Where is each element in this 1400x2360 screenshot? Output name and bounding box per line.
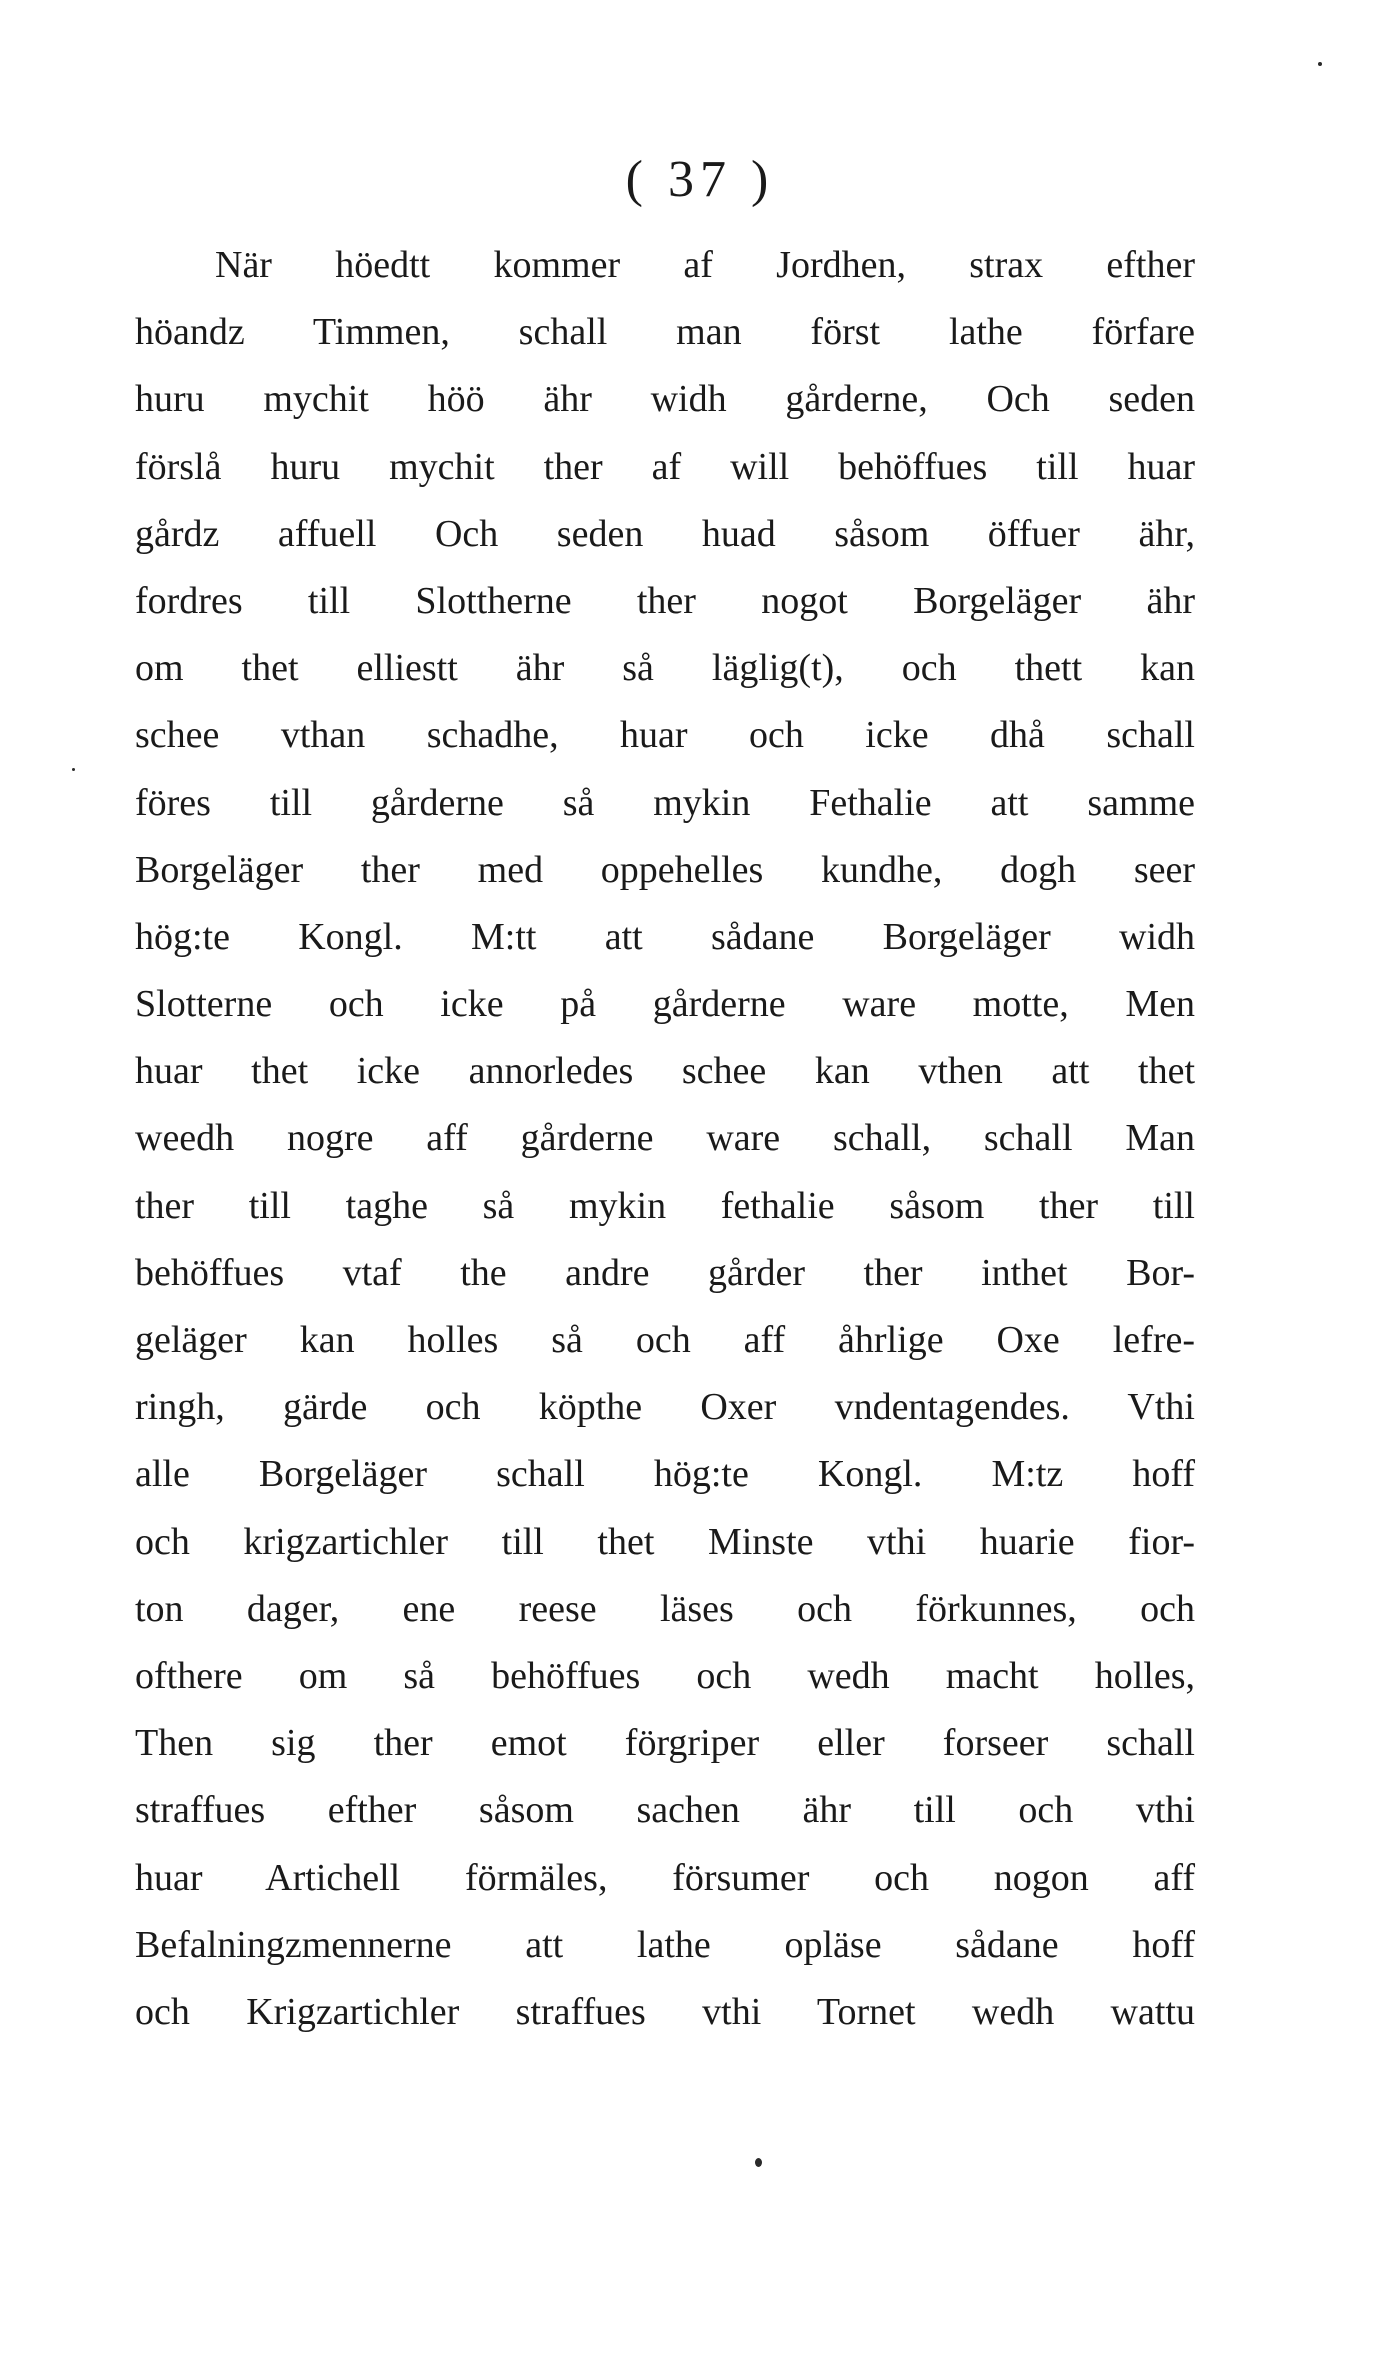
body-text (135, 232, 1195, 2046)
text-line: huar thet icke annorledes schee kan vthen att thet (135, 1050, 1195, 1093)
ink-speck (72, 768, 75, 771)
text-line: ton dager, ene reese läses och förkunnes, och (135, 1587, 1195, 1630)
ink-speck (1318, 62, 1322, 66)
text-line: ofthere om så behöffues och wedh macht holles, (135, 1654, 1195, 1697)
text-line: huar Artichell förmäles, försumer och nogon aff (135, 1856, 1195, 1899)
text-line: gårdz affuell Och seden huad såsom öffuer ähr, (135, 512, 1195, 555)
text-line: ringh, gärde och köpthe Oxer vndentagendes. Vthi (135, 1386, 1195, 1429)
page-number: ( 37 ) (625, 151, 775, 208)
text-line: och krigzartichler till thet Minste vthi huarie fior- (135, 1520, 1195, 1563)
text-line: behöffues vtaf the andre gårder ther inthet Bor- (135, 1251, 1195, 1294)
text-line: förslå huru mychit ther af will behöffues till huar (135, 445, 1195, 488)
text-line: höandz Timmen, schall man först lathe förfare (135, 311, 1195, 354)
text-line: alle Borgeläger schall hög:te Kongl. M:tz hoff (135, 1453, 1195, 1496)
text-line: Befalningzmennerne att lathe opläse sådane hoff (135, 1923, 1195, 1966)
text-line: straffues efther såsom sachen ähr till och vthi (135, 1789, 1195, 1832)
text-line: och Krigzartichler straffues vthi Tornet wedh wattu (135, 1990, 1195, 2033)
text-line: weedh nogre aff gårderne ware schall, schall Man (135, 1117, 1195, 1160)
text-line: När höedtt kommer af Jordhen, strax efther (215, 244, 1195, 286)
text-line: Borgeläger ther med oppehelles kundhe, dogh seer (135, 848, 1195, 891)
text-line: hög:te Kongl. M:tt att sådane Borgeläger widh (135, 915, 1195, 958)
text-line: föres till gårderne så mykin Fethalie att samme (135, 781, 1195, 824)
ink-speck (755, 2158, 762, 2167)
text-line: Then sig ther emot förgriper eller forseer schall (135, 1722, 1195, 1765)
text-line: om thet elliestt ähr så läglig(t), och thett kan (135, 647, 1195, 690)
text-line: ther till taghe så mykin fethalie såsom ther till (135, 1184, 1195, 1227)
text-line: fordres till Slottherne ther nogot Borgeläger ähr (135, 579, 1195, 622)
text-line: schee vthan schadhe, huar och icke dhå schall (135, 714, 1195, 757)
text-line: huru mychit höö ähr widh gårderne, Och seden (135, 378, 1195, 421)
text-line: Slotterne och icke på gårderne ware motte, Men (135, 983, 1195, 1026)
text-line: geläger kan holles så och aff åhrlige Oxe lefre- (135, 1319, 1195, 1361)
